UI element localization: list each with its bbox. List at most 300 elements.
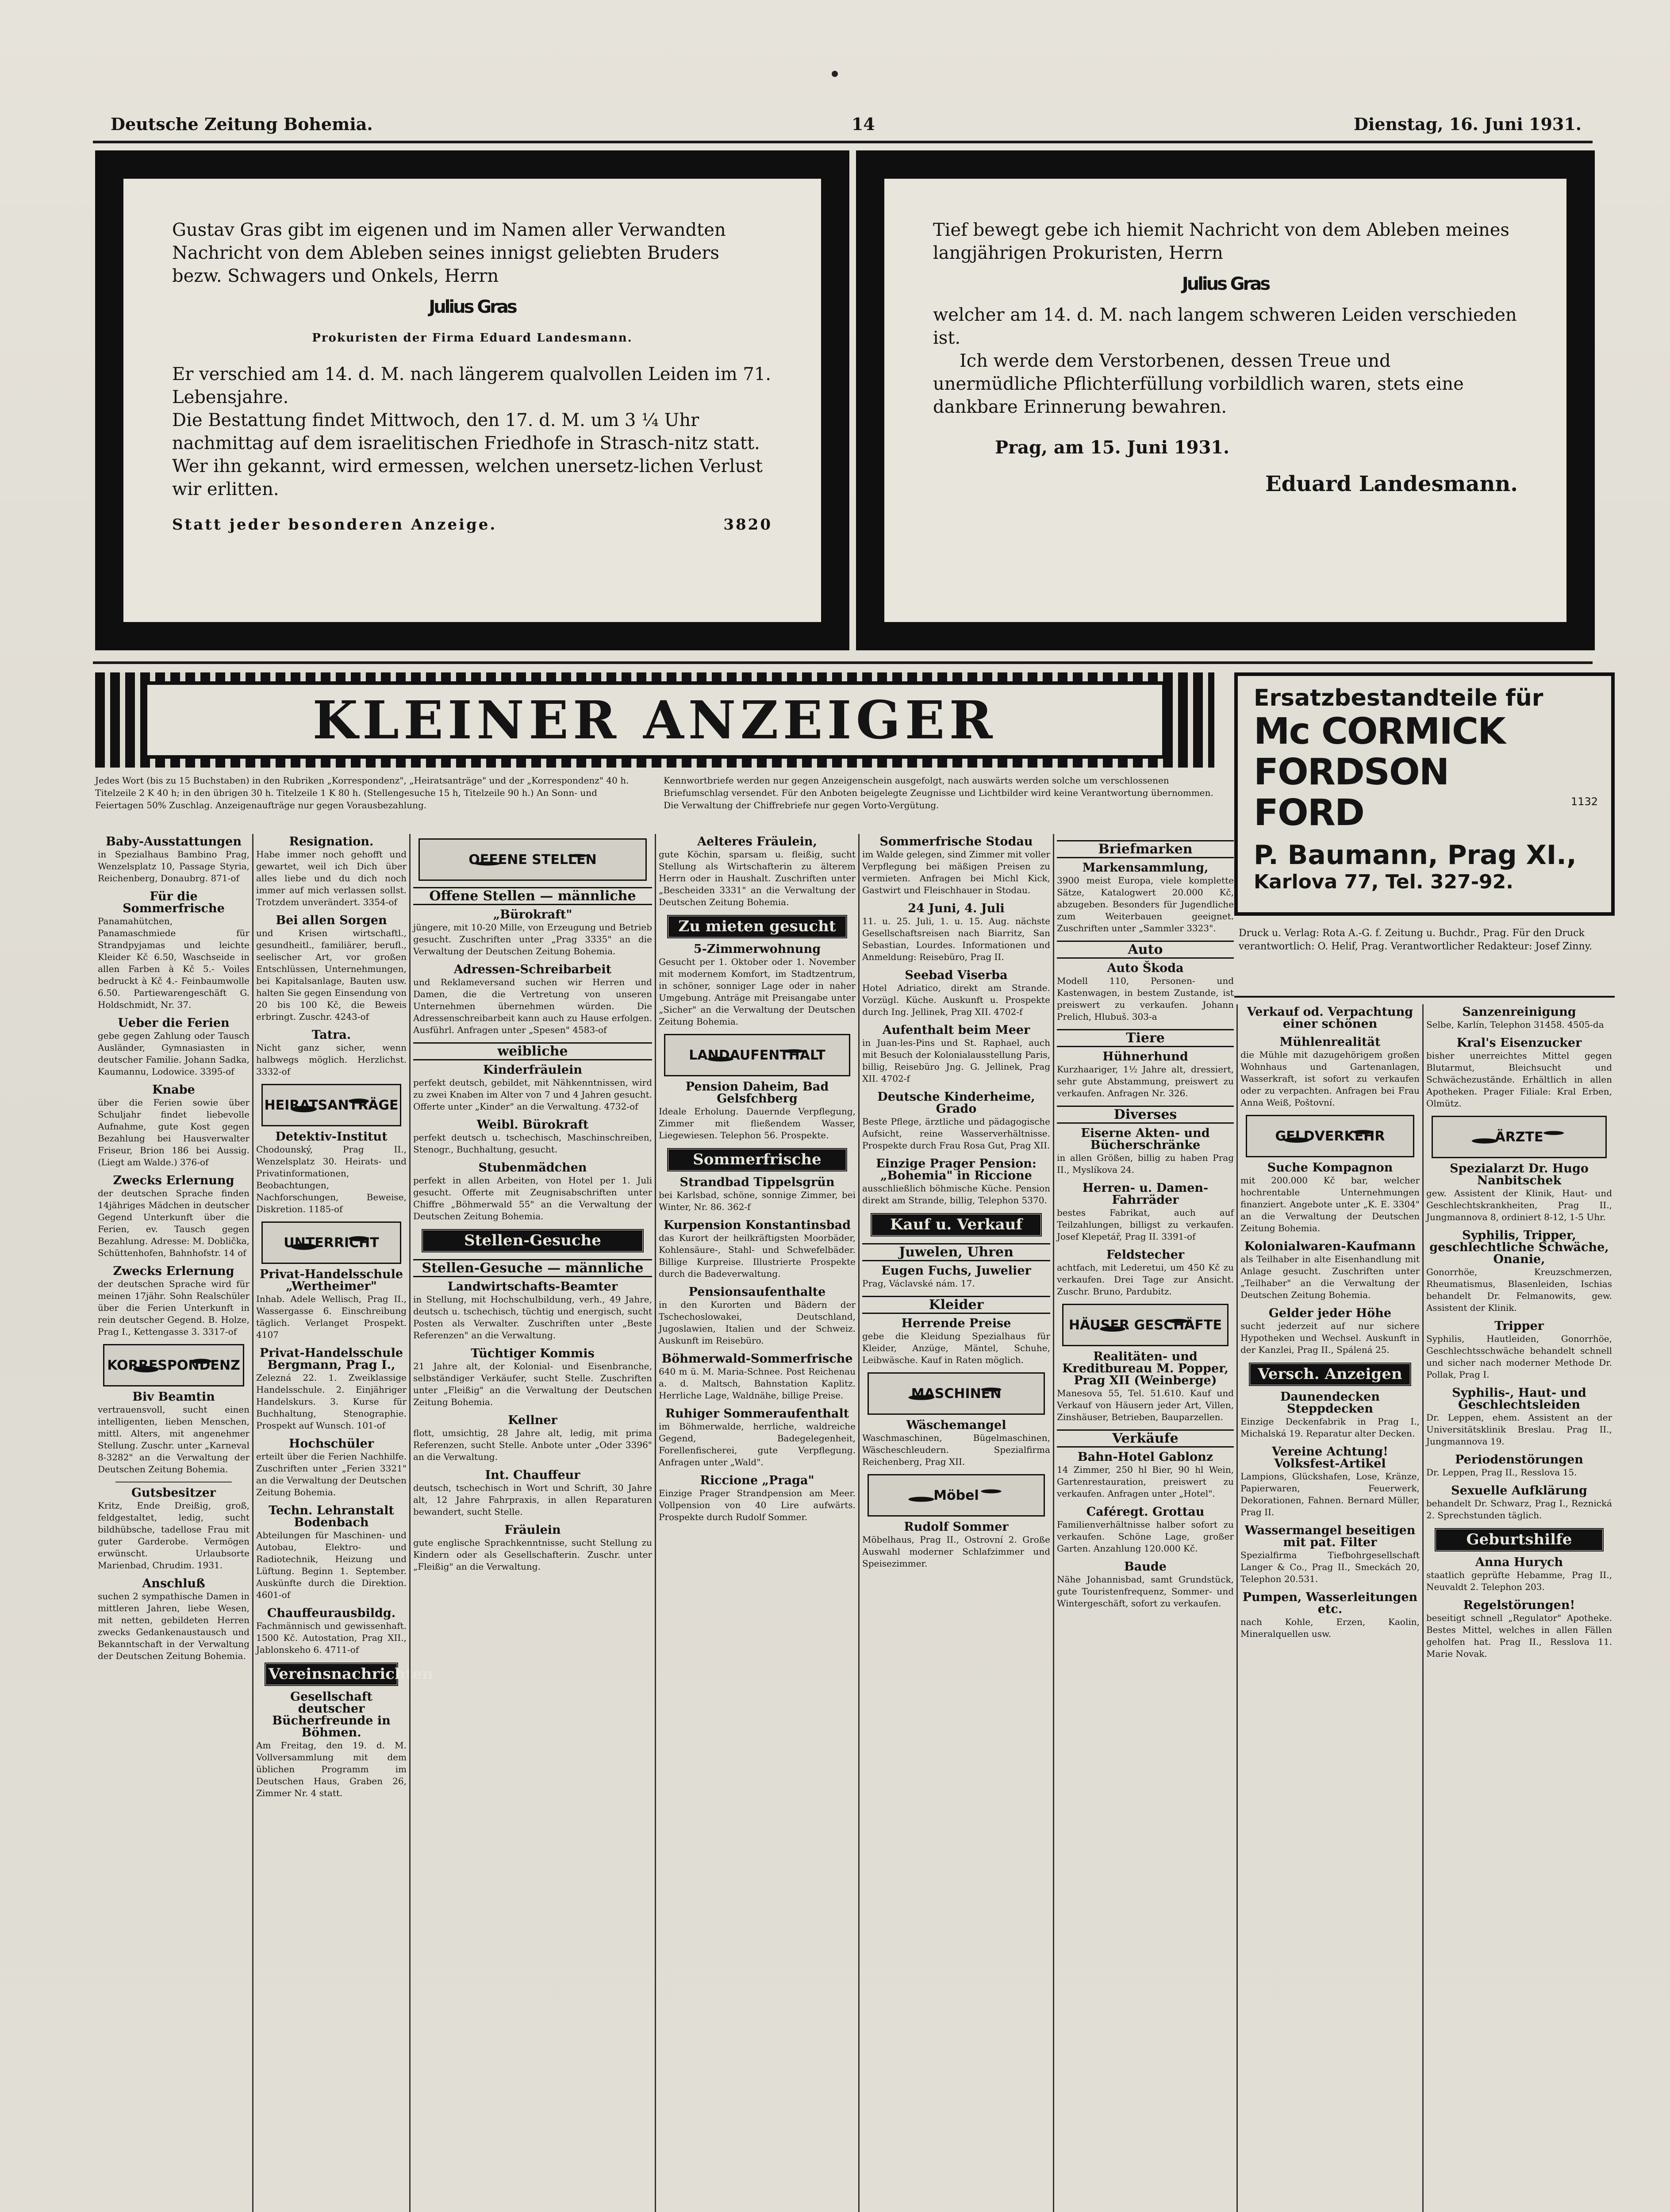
ad-title: Deutsche Kinderheime, Grado: [877, 1090, 1035, 1116]
ad-text: perfekt in allen Arbeiten, von Hotel per 1. Juli gesucht. Offerte mit Zeugnisabschriften unter Chiffre „Böhmerwald 55" an die Verwaltung der Deutschen Zeitung Bohemia.: [413, 1175, 652, 1221]
ad-text: in allen Größen, billig zu haben Prag II., Myslíkova 24.: [1057, 1152, 1234, 1175]
ad-text: achtfach, mit Lederetui, um 450 Kč zu verkaufen. Drei Tage zur Ansicht. Zuschr. Bruno, Pardubitz.: [1057, 1262, 1234, 1297]
ad-text: Panamahütchen, Panamaschmiede für Strandpyjamas und leichte Kleider Kč 6.50, Waschseide in allen Farben à Kč 5.- Voiles bedruckt à Kč 4.- Feinbaumwolle 6.50. Partiewarengeschäft G. Holdschmidt, Nr. 37.: [98, 916, 250, 1010]
ad-kral: [1426, 1037, 1612, 1110]
ad-pumpen: [1240, 1591, 1420, 1640]
ad-konstantinsbad: [659, 1219, 856, 1280]
terms-left: Jedes Wort (bis zu 15 Buchstaben) in den Rubriken „Korrespondenz", „Heiratsanträge" und der „Korrespondenz" 40 h. Titelzeile 2 K 40 h; in den übrigen 30 h. Titelzeile 1 K 80 h. (Stellengesuche 15 h, Titelzeile 90 h.) An Sonn- und Feiertagen 50% Zuschlag. Anzeigenaufträge nur gegen Vorausbezahlung.: [95, 775, 629, 810]
ad-title: Privat-Handelsschule „Wertheimer": [259, 1267, 403, 1293]
obit-left-code: 3820: [723, 516, 772, 534]
ad-title: Adressen-Schreibarbeit: [453, 963, 612, 976]
ad-text: und Reklameversand suchen wir Herren und Damen, die die Vertretung von unseren Unternehmen übernehmen würden. Die Adressenschreibarbeit kann auch zu Hause erfolgen. Ausführl. Anfragen unter „Spesen" 4583-of: [413, 977, 652, 1035]
ad-title: Detektiv-Institut: [275, 1130, 388, 1144]
ad-title: Kral's Eisenzucker: [1456, 1036, 1582, 1050]
header-rule: [93, 141, 1593, 143]
ad-title: Gesellschaft deutscher Bücherfreunde in Böhmen.: [272, 1690, 391, 1740]
obit-left-name: Julius Gras: [429, 297, 516, 317]
ad-title: Wassermangel beseitigen mit pat. Filter: [1244, 1524, 1416, 1549]
obit-right-text2: Ich werde dem Verstorbenen, dessen Treue und unermüdliche Pflichterfüllung vorbildlich waren, stets eine dankbare Erinnerung bewahren.: [933, 351, 1464, 417]
ad-feldstecher: [1057, 1249, 1234, 1298]
ad-title: Sexuelle Aufklärung: [1451, 1484, 1587, 1498]
ad-text: beseitigt schnell „Regulator" Apotheke. Bestes Mittel, welches in allen Fällen geholfen hat. Prag II., Resslova 11. Marie Novak.: [1426, 1613, 1612, 1659]
ad-title: Einzige Prager Pension: „Bohemia" in Riccione: [876, 1157, 1037, 1183]
section-gesuche-maennlich: Stellen-Gesuche — männliche: [413, 1259, 652, 1277]
ad-title: Riccione „Praga": [700, 1474, 814, 1487]
ad-viserba: [862, 969, 1050, 1018]
ad-beamtin: [98, 1391, 250, 1475]
ad-regel: [1426, 1599, 1612, 1660]
ad-title: Seebad Viserba: [905, 968, 1008, 982]
ad-kommis: [413, 1348, 652, 1408]
obituary-right: [856, 150, 1595, 650]
ad-title: Für die Sommerfrische: [123, 890, 225, 915]
ad-wertheimer: [256, 1268, 407, 1341]
stellen-gesuche-box: Stellen-Gesuche: [421, 1229, 644, 1253]
ad-text: und Krisen wirtschaftl., gesundheitl., familiärer, berufl., seelischer Art, vor großen Entschlüssen, Unternehmungen, bei Kapitalsanlage, Bauten usw. halten Sie gegen Einsendung von 20 bis 100 Kč, die Beweis erbringt. Zuschr. 4243-of: [256, 928, 407, 1022]
ersatz-code: 1132: [1570, 795, 1598, 808]
column-6: [1053, 834, 1236, 2212]
ad-muehlenrealitaet: [1240, 1036, 1420, 1109]
ad-title: 24 Juni, 4. Juli: [908, 902, 1005, 915]
ad-text: in Stellung, mit Hochschulbildung, verh., 49 Jahre, deutsch u. tschechisch, tüchtig und energisch, sucht Posten als Verwalter. Zuschriften unter „Beste Referenzen" an die Verwaltung.: [413, 1294, 652, 1340]
ad-text: gew. Assistent der Klinik, Haut- und Geschlechtskrankheiten, Prag II., Jungmannova 8, ordiniert 8-12, 1-5 Uhr.: [1426, 1188, 1612, 1222]
ad-text: Selbe, Karlín, Telephon 31458. 4505-da: [1426, 1019, 1604, 1030]
ad-text: bisher unerreichtes Mittel gegen Blutarmut, Bleichsucht und Schwächezustände. Erhältlich in allen Apotheken. Prager Filiale: Kral Erben, Olmütz.: [1426, 1050, 1612, 1109]
ad-gutsbesitzer: [98, 1487, 250, 1571]
korrespondenz-cut: KORRESPONDENZ: [103, 1344, 244, 1386]
ad-title: Pensionsaufenthalte: [688, 1285, 826, 1299]
maschinen-cut: MASCHINEN: [868, 1372, 1045, 1415]
obit-left-text2: Die Bestattung findet Mittwoch, den 17. d. M. um 3 ¼ Uhr nachmittag auf dem israelitischen Friedhofe in Strasch-nitz statt.: [172, 410, 760, 453]
sommerfrische-box: Sommerfrische: [667, 1148, 848, 1172]
ad-detektiv: [256, 1131, 407, 1215]
ad-text: gebe gegen Zahlung oder Tausch Ausländer, Gymnasiasten in deutscher Familie. Johann Sadka, Kaumannu, Lodowice. 3395-of: [98, 1030, 250, 1077]
ad-text: staatlich geprüfte Hebamme, Prag II., Neuvaldt 2. Telephon 203.: [1426, 1570, 1612, 1592]
ersatz-company: P. Baumann, Prag XI.,: [1254, 840, 1577, 871]
ersatz-brand1: Mc CORMICK: [1254, 710, 1505, 753]
ad-text: Abteilungen für Maschinen- und Autobau, Elektro- und Radiotechnik, Heizung und Lüftung. Beginn 1. September. Auskünfte durch die Direktion. 4601-of: [256, 1530, 407, 1600]
ad-text: Einzige Deckenfabrik in Prag I., Michalská 19. Reparatur alter Decken.: [1240, 1416, 1420, 1439]
obit-left-intro: Gustav Gras gibt im eigenen und im Namen aller Verwandten Nachricht von dem Ableben seines innigst geliebten Bruders bezw. Schwagers und Onkels, Herrn: [172, 220, 726, 286]
ad-buerokraft: [413, 909, 652, 957]
section-briefmarken: Briefmarken: [1057, 840, 1234, 858]
ad-text: mit 200.000 Kč bar, welcher hochrentable Unternehmungen finanziert. Angebote unter „K. E. 3304" an die Verwaltung der Deutschen Zeitung Bohemia.: [1240, 1175, 1420, 1233]
classified-title: KLEINER ANZEIGER: [144, 681, 1166, 759]
ad-ruhiger: [659, 1408, 856, 1468]
unterricht-cut: UNTERRICHT: [261, 1221, 401, 1264]
ad-title: Weibl. Bürokraft: [476, 1118, 589, 1132]
ad-title: Daunendecken Steppdecken: [1280, 1390, 1380, 1416]
ad-tripper: [1426, 1320, 1612, 1381]
ad-title: Bei allen Sorgen: [276, 914, 387, 927]
classified-banner: [95, 672, 1214, 768]
offene-stellen-cut: OFFENE STELLEN: [418, 838, 647, 881]
ad-kompagnon: [1240, 1162, 1420, 1234]
ad-text: Prag, Václavské nám. 17.: [862, 1278, 975, 1289]
ad-text: Kritz, Ende Dreißig, groß, feldgestaltet, ledig, sucht bildhübsche, tadellose Frau mit guter Garderobe. Vermögen erwünscht. Urlaubsorte Marienbad, Chrudim. 1931.: [98, 1500, 250, 1571]
obituary-left: [95, 150, 849, 650]
ad-title: Kolonialwaren-Kaufmann: [1244, 1240, 1416, 1253]
ad-riccione-bohemia: [862, 1158, 1050, 1206]
ad-title: Knabe: [152, 1083, 195, 1097]
ad-title: Techn. Lehranstalt Bodenbach: [269, 1504, 394, 1529]
obit-right-text1: welcher am 14. d. M. nach langem schweren Leiden verschieden ist.: [933, 305, 1517, 348]
ad-title: Tripper: [1494, 1319, 1544, 1333]
ad-text: deutsch, tschechisch in Wort und Schrift, 30 Jahre alt, 12 Jahre Fahrpraxis, in allen Reparaturen bewandert, sucht Stelle.: [413, 1482, 652, 1517]
versch-anzeigen-box: Versch. Anzeigen: [1248, 1362, 1412, 1386]
ad-title: Ruhiger Sommeraufenthalt: [665, 1407, 849, 1421]
ad-title: Tüchtiger Kommis: [471, 1347, 595, 1360]
ad-fraeulein: [413, 1524, 652, 1573]
ad-title: Strandbad Tippelsgrün: [680, 1175, 835, 1189]
ad-text: Modell 110, Personen- und Kastenwagen, in bestem Zustande, ist preiswert zu verkaufen. Johann Prelich, Hlubuš. 303-a: [1057, 975, 1234, 1022]
ad-text: 11. u. 25. Juli, 1. u. 15. Aug. nächste Gesellschaftsreisen nach Biarritz, San Sebastian, Lourdes. Informationen und Anmeldung: Reisebüro, Prag II.: [862, 916, 1050, 962]
geburtshilfe-box: Geburtshilfe: [1434, 1528, 1604, 1552]
ad-title: Feldstecher: [1106, 1248, 1185, 1262]
ad-resignation: [256, 836, 407, 908]
ink-dot: [832, 71, 838, 77]
ersatz-brand3: FORD: [1254, 792, 1364, 834]
ad-markensammlung: [1057, 862, 1234, 934]
ad-kellner: [413, 1414, 652, 1463]
ad-boehmerwald: [659, 1353, 856, 1402]
ad-text: suchen 2 sympathische Damen in mittleren Jahren, liebe Wesen, mit netten, gebildeten Herren zwecks Gedankenaustausch und Bekanntschaft in der Verwaltung der Deutschen Zeitung Bohemia.: [98, 1591, 250, 1661]
ad-text: Zelezná 22. 1. Zweiklassige Handelsschule. 2. Einjähriger Handelskurs. 3. Kurse für Buchhaltung, Stenographie. Prospekt auf Wunsch. 101-of: [256, 1372, 407, 1431]
ad-title: Kinderfräulein: [483, 1063, 582, 1077]
ad-text: Nähe Johannisbad, samt Grundstück, gute Touristenfrequenz, Sommer- und Wintergeschäft, sofort zu verkaufen.: [1057, 1574, 1234, 1609]
ad-wanzen: [1426, 1006, 1612, 1031]
ad-text: Familienverhältnisse halber sofort zu verkaufen. Schöne Lage, großer Garten. Anzahlung 120.000 Kč.: [1057, 1519, 1234, 1554]
ad-text: Möbelhaus, Prag II., Ostrovní 2. Große Auswahl moderner Schlafzimmer und Speisezimmer.: [862, 1534, 1050, 1569]
ad-text: 14 Zimmer, 250 hl Bier, 90 hl Wein, Gartenrestauration, preiswert zu verkaufen. Anfragen unter „Hotel".: [1057, 1464, 1234, 1499]
ad-buecherfreunde: [256, 1691, 407, 1799]
ad-text: Dr. Leppen, Prag II., Resslova 15.: [1426, 1467, 1577, 1478]
ad-text: Hotel Adriatico, direkt am Strande. Vorzügl. Küche. Auskunft u. Prospekte durch Ing. Jellinek, Prag XII. 4702-f: [862, 983, 1050, 1017]
ad-baby: [98, 836, 250, 884]
obit-right-place-date: Prag, am 15. Juni 1931.: [995, 437, 1230, 458]
ad-title: Baby-Ausstattungen: [106, 835, 242, 849]
ad-text: nach Kohle, Erzen, Kaolin, Mineralquellen usw.: [1240, 1617, 1420, 1639]
ad-text: Dr. Leppen, ehem. Assistent an der Universitätsklinik Breslau. Prag II., Jungmannova 19.: [1426, 1412, 1612, 1447]
ad-title: Pension Daheim, Bad Gelsfchberg: [685, 1080, 829, 1106]
ad-text: Kurzhaariger, 1½ Jahre alt, dressiert, sehr gute Abstammung, preiswert zu verkaufen. Anfragen Nr. 326.: [1057, 1064, 1234, 1098]
ad-title: Eiserne Akten- und Bücherschränke: [1081, 1126, 1210, 1152]
ad-herrende: [862, 1317, 1050, 1366]
ad-text: behandelt Dr. Schwarz, Prag I., Reznická 2. Sprechstunden täglich.: [1426, 1498, 1612, 1521]
ad-gelder: [1240, 1307, 1420, 1356]
ad-text: gebe die Kleidung Spezialhaus für Kleider, Anzüge, Mäntel, Schuhe, Leibwäsche. Kauf in Raten möglich.: [862, 1331, 1050, 1365]
ad-title: Resignation.: [289, 835, 374, 849]
ad-huehnerhund: [1057, 1051, 1234, 1099]
obit-right-name: Julius Gras: [1182, 274, 1269, 294]
ad-title: Caféregt. Grottau: [1086, 1505, 1205, 1519]
ad-text: Ideale Erholung. Dauernde Verpflegung, Zimmer mit fließendem Wasser, Liegewiesen. Telephon 56. Prospekte.: [659, 1106, 856, 1141]
ad-text: gute englische Sprachkenntnisse, sucht Stellung zu Kindern oder als Gesellschafterin. Zuschr. unter „Fleißig" an die Verwaltung.: [413, 1537, 652, 1572]
ad-hochschueler: [256, 1438, 407, 1498]
landaufenthalt-cut: LANDAUFENTHALT: [664, 1034, 850, 1076]
paper-name: Deutsche Zeitung Bohemia.: [111, 114, 373, 134]
ad-title: Zwecks Erlernung: [113, 1174, 234, 1187]
ad-title: Markensammlung,: [1082, 861, 1209, 875]
ad-title: Aufenthalt beim Meer: [882, 1023, 1030, 1037]
ad-title: Baude: [1124, 1560, 1167, 1574]
ad-title: Int. Chauffeur: [485, 1468, 580, 1482]
ad-title: Anna Hurych: [1475, 1555, 1563, 1569]
section-rule: [93, 661, 1593, 664]
ad-text: ausschließlich böhmische Küche. Pension direkt am Strande, billig, Telephon 5370.: [862, 1183, 1050, 1206]
ad-text: in den Kurorten und Bädern der Tschechoslowakei, Deutschland, Jugoslawien, Italien und der Schweiz. Auskunft im Reisebüro.: [659, 1299, 856, 1346]
ad-title: Böhmerwald-Sommerfrische: [661, 1352, 853, 1366]
ad-5-zimmer: [659, 943, 856, 1028]
ad-grottau: [1057, 1506, 1234, 1555]
ad-text: Nicht ganz sicher, wenn halbwegs möglich. Herzlichst. 3332-of: [256, 1042, 407, 1077]
ad-text: Lampions, Glückshafen, Lose, Kränze, Papierwaren, Feuerwerk, Dekorationen, Fahnen. Bernard Müller, Prag II.: [1240, 1471, 1420, 1517]
ad-text: sucht jederzeit auf nur sichere Hypotheken und Wechsel. Auskunft in der Kanzlei, Prag II., Spálená 25.: [1240, 1321, 1420, 1355]
ad-title: Kellner: [508, 1413, 557, 1427]
ad-ferien: [98, 1017, 250, 1078]
ad-fahrraeder: [1057, 1182, 1234, 1243]
ad-stodau: [862, 836, 1050, 896]
ad-pension-daheim: [659, 1081, 856, 1141]
ersatz-ad: [1234, 672, 1615, 916]
ad-periode: [1426, 1454, 1612, 1479]
ad-syphilis-2: [1426, 1387, 1612, 1448]
ad-title: Rudolf Sommer: [904, 1520, 1009, 1534]
ad-juni-juli: [862, 902, 1050, 963]
ad-title: Mühlenrealität: [1279, 1035, 1381, 1049]
ad-title: Zwecks Erlernung: [113, 1264, 234, 1278]
obit-left-text1: Er verschied am 14. d. M. nach längerem qualvollen Leiden im 71. Lebensjahre.: [172, 364, 772, 407]
ad-bergmann: [256, 1347, 407, 1432]
ad-aelteres-fraeulein: [659, 836, 856, 908]
section-maennlich: Offene Stellen — männliche: [413, 887, 652, 905]
ad-text: als Teilhaber in alte Eisenhandlung mit Anlage gesucht. Zuschriften unter „Teilhaber" an die Verwaltung der Deutschen Zeitung Bohemia.: [1240, 1254, 1420, 1300]
ad-title: Periodenstörungen: [1455, 1453, 1583, 1467]
page-number: 14: [851, 114, 875, 134]
ad-text: Fachmännisch und gewissenhaft. 1500 Kč. Autostation, Prag XII., Jablonskeho 6. 4711-of: [256, 1621, 407, 1655]
ad-text: 3900 meist Europa, viele komplette Sätze, Katalogwert 20.000 Kč, abzugeben. Besonders für Jugendliche zum Weiterbauen geeignet. Zuschriften unter „Sammler 3323".: [1057, 875, 1234, 933]
ad-erlernung-2: [98, 1265, 250, 1338]
ad-text: im Walde gelegen, sind Zimmer mit voller Verpflegung bei mäßigen Preisen zu vermieten. Anfragen bei Michl Kick, Gastwirt und Fleischhauer in Stodau.: [862, 849, 1050, 895]
ad-text: Am Freitag, den 19. d. M. Vollversammlung mit dem üblichen Programm im Deutschen Haus, Graben 26, Zimmer Nr. 4 statt.: [256, 1740, 407, 1798]
ad-text: Einzige Prager Strandpension am Meer. Vollpension von 40 Lire aufwärts. Prospekte durch Rudolf Sommer.: [659, 1488, 856, 1522]
ad-text: 640 m ü. M. Maria-Schnee. Post Reichenau a. d. Maltsch, Bahnstation Kaplitz. Herrliche Lage, Waldnähe, billige Preise.: [659, 1366, 856, 1401]
ad-title: Hühnerhund: [1102, 1050, 1188, 1064]
ad-schraenke: [1057, 1127, 1234, 1176]
ad-title: Syphilis-, Haut- und Geschlechtsleiden: [1452, 1386, 1586, 1412]
ad-kolonialwaren: [1240, 1240, 1420, 1301]
obit-right-signature: Eduard Landesmann.: [1265, 472, 1518, 496]
ad-text: erteilt über die Ferien Nachhilfe. Zuschriften unter „Ferien 3321" an die Verwaltung der Deutschen Zeitung Bohemia.: [256, 1451, 407, 1498]
ad-int-chauffeur: [413, 1469, 652, 1518]
zu-mieten-box: Zu mieten gesucht: [667, 914, 848, 939]
ad-title: Herren- u. Damen-Fahrräder: [1082, 1181, 1209, 1207]
ad-aufklaerung: [1426, 1485, 1612, 1521]
ad-title: Kurpension Konstantinsbad: [663, 1218, 851, 1232]
ad-daunendecken: [1240, 1391, 1420, 1440]
ad-fuchs: [862, 1265, 1050, 1290]
ad-landwirtschaft: [413, 1281, 652, 1341]
ad-title: Landwirtschafts-Beamter: [447, 1280, 618, 1294]
ad-text: in Juan-les-Pins und St. Raphael, auch mit Besuch der Kolonialausstellung Paris, billig, Reisebüro Jng. G. Jellinek, Prag XII. 4702-f: [862, 1037, 1050, 1084]
running-head: [111, 108, 1582, 139]
ad-stubenmaedchen: [413, 1162, 652, 1222]
ad-text: Waschmaschinen, Bügelmaschinen, Wäscheschleudern. Spezialfirma Reichenberg, Prag XII.: [862, 1432, 1050, 1467]
ad-text: Syphilis, Hautleiden, Gonorrhöe, Geschlechtsschwäche behandelt schnell und sicher nach moderner Methode Dr. Pollak, Prag I.: [1426, 1333, 1612, 1380]
ad-bahnhotel: [1057, 1451, 1234, 1500]
obit-left-footer: [172, 513, 772, 536]
ersatz-brand2: FORDSON: [1254, 751, 1449, 793]
ad-text: über die Ferien sowie über Schuljahr findet liebevolle Aufnahme, gute Kost gegen Bezahlung bei Hausverwalter Friseur, Brion 186 bei Aussig. (Liegt am Walde.) 376-of: [98, 1097, 250, 1167]
ad-hurych: [1426, 1556, 1612, 1593]
section-weiblich: weibliche: [413, 1042, 652, 1060]
ad-text: die Mühle mit dazugehörigem großen Wohnhaus und Gartenanlagen, Wasserkraft, ist sofort zu verkaufen oder zu verpachten. Anfragen bei Frau Anna Weiß, Poštovní.: [1240, 1049, 1420, 1108]
column-3: [409, 834, 655, 2212]
vereinsnachrichten-box: Vereinsnachrichten: [264, 1662, 399, 1686]
section-juwelen: Juwelen, Uhren: [862, 1243, 1050, 1261]
ad-kinderfraeulein: [413, 1064, 652, 1113]
obit-left-position: Prokuristen der Firma Eduard Landesmann.: [312, 331, 633, 345]
classified-terms: [95, 774, 1214, 827]
ad-title: Realitäten- und Kreditbureau M. Popper, Prag XII (Weinberge): [1062, 1350, 1229, 1387]
ad-wassermangel: [1240, 1525, 1420, 1585]
ad-text: Gonorrhöe, Kreuzschmerzen, Rheumatismus, Blasenleiden, Ischias behandelt Dr. Felmanowits, gew. Assistent der Klinik.: [1426, 1267, 1612, 1313]
ad-text: Chodounský, Prag II., Wenzelsplatz 30. Heirats- und Privatinformationen, Beobachtungen, Nachforschungen, Beweise, Diskretion. 1185-of: [256, 1144, 407, 1214]
ad-text: vertrauensvoll, sucht einen intelligenten, lieben Menschen, mittl. Alters, mit angenehmer Stellung. Zuschr. unter „Karneval 8-3282" an die Verwaltung der Deutschen Zeitung Bohemia.: [98, 1404, 250, 1475]
ad-text: Habe immer noch gehofft und gewartet, weil ich Dich über alles liebe und du dich noch immer auf mich verlassen sollst. Trotzdem unverändert. 3354-of: [256, 849, 407, 907]
ad-title: Tatra.: [311, 1028, 351, 1042]
ad-title: Gutsbesitzer: [131, 1486, 216, 1500]
ad-text: Spezialfirma Tiefbohrgesellschaft Langer & Co., Prag II., Smeckách 20, Telephon 20.531.: [1240, 1550, 1420, 1584]
ad-title: Hochschüler: [288, 1437, 374, 1451]
ad-text: der deutschen Sprache finden 14jähriges Mädchen in deutscher Gegend Unterkunft über die Ferien, ev. Tausch gegen Bezahlung. Adresse: M. Doblička, Schüttenhofen, Bahnhofstr. 14 of: [98, 1188, 250, 1258]
ad-weibl-buerokraft: [413, 1119, 652, 1156]
obit-left-text3: Wer ihn gekannt, wird ermessen, welchen unersetz-lichen Verlust wir erlitten.: [172, 456, 763, 499]
ad-title: Chauffeurausbildg.: [267, 1606, 396, 1620]
ad-title: Wäschemangel: [906, 1418, 1006, 1432]
ad-text: das Kurort der heilkräftigsten Moorbäder, Kohlensäure-, Stahl- und Schwefelbäder. Billige Kurpreise. Illustrierte Prospekte durch die Badeverwaltung.: [659, 1233, 856, 1279]
ad-text: jüngere, mit 10-20 Mille, von Erzeugung und Betrieb gesucht. Zuschriften unter „Prag 3335" an die Verwaltung der Deutschen Zeitung Bohemia.: [413, 922, 652, 956]
ad-volksfest: [1240, 1446, 1420, 1518]
ad-title: Biv Beamtin: [132, 1390, 215, 1404]
ad-title: Fräulein: [504, 1523, 561, 1537]
ad-text: in Spezialhaus Bambino Prag, Wenzelsplatz 10, Passage Styria, Reichenberg, Donaubrg. 871-of: [98, 849, 250, 883]
ad-text: im Böhmerwalde, herrliche, waldreiche Gegend, Badegelegenheit, Forellenfischerei, gute Verpflegung. Anfragen unter „Wald".: [659, 1421, 856, 1467]
ad-title: Stubenmädchen: [478, 1161, 587, 1175]
haeuser-cut: HÄUSER GESCHÄFTE: [1062, 1304, 1229, 1346]
ad-title: Herrende Preise: [901, 1317, 1011, 1330]
ad-text: perfekt deutsch u. tschechisch, Maschinschreiben, Stenogr., Buchhaltung, gesucht.: [413, 1132, 652, 1155]
ad-sommer-moebel: [862, 1521, 1050, 1570]
ad-waeschemangel: [862, 1419, 1050, 1468]
ad-adressen: [413, 964, 652, 1036]
ad-tatra: [256, 1029, 407, 1078]
ad-pensionsaufenthalte: [659, 1286, 856, 1347]
ad-title: Sommerfrische Stodau: [879, 835, 1033, 849]
ad-title: Aelteres Fräulein,: [697, 835, 817, 849]
ad-strandbad: [659, 1176, 856, 1213]
ad-sorgen: [256, 914, 407, 1023]
column-1: [95, 834, 252, 2212]
ad-title: Auto Škoda: [1107, 961, 1184, 975]
issue-date: Dienstag, 16. Juni 1931.: [1353, 114, 1582, 134]
ad-riccione-praga: [659, 1475, 856, 1523]
ad-popper: [1057, 1351, 1234, 1423]
ad-title: Regelstörungen!: [1463, 1598, 1575, 1612]
ad-text: perfekt deutsch, gebildet, mit Nähkenntnissen, wird zu zwei Knaben im Alter von 7 und 4 Jahren gesucht. Offerte unter „Kinder" an die Verwaltung. 4732-of: [413, 1077, 652, 1112]
ad-title: Anschluß: [142, 1577, 205, 1590]
column-2: [252, 834, 433, 2212]
ad-skoda: [1057, 962, 1234, 1023]
moebel-cut: Möbel: [868, 1474, 1045, 1517]
ad-text: Inhab. Adele Wellisch, Prag II., Wassergasse 6. Einschreibung täglich. Verlanget Prospekt. 4107: [256, 1294, 407, 1340]
terms-right: Kennwortbriefe werden nur gegen Anzeigenschein ausgefolgt, nach auswärts werden solche um verschlossenen Briefumschlag versendet. Für den Anboten beigelegte Zeugnisse und Lichtbilder wird keine Verantwortung übernommen. Die Verwaltung der Chiffrebriefe nur gegen Vorto-Vergütung.: [664, 775, 1213, 810]
ad-text: bestes Fabrikat, auch auf Teilzahlungen, billigst zu verkaufen. Josef Klepetář, Prag II. 3391-of: [1057, 1207, 1234, 1242]
ad-title: Ueber die Ferien: [118, 1016, 230, 1030]
ad-title: Sanzenreinigung: [1462, 1005, 1576, 1019]
column-4: [655, 834, 858, 2212]
ad-title: Privat-Handelsschule Bergmann, Prag I.,: [259, 1346, 403, 1372]
ad-title: Gelder jeder Höhe: [1268, 1306, 1392, 1320]
ad-baude: [1057, 1561, 1234, 1609]
ad-sommer: [98, 891, 250, 1011]
obit-right-intro: Tief bewegt gebe ich hiemit Nachricht von dem Ableben meines langjährigen Prokuristen, Herrn: [933, 220, 1509, 263]
ad-knabe: [98, 1084, 250, 1168]
geldverkehr-cut: GELDVERKEHR: [1246, 1115, 1414, 1157]
section-tiere: Tiere: [1057, 1029, 1234, 1047]
ad-text: der deutschen Sprache wird für meinen 17jähr. Sohn Realschüler über die Ferien Unterkunft in rein deutscher Gegend. B. Holze, Prag I., Kettengasse 3. 3317-of: [98, 1279, 250, 1337]
ad-lehranstalt: [256, 1505, 407, 1601]
heirat-cut: HEIRATSANTRÄGE: [261, 1084, 401, 1126]
ad-title: „Bürokraft": [493, 908, 572, 922]
ad-title: Suche Kompagnon: [1267, 1161, 1393, 1175]
column-8: [1422, 1004, 1615, 2212]
ad-syphilis-1: [1426, 1229, 1612, 1314]
ad-text: bei Karlsbad, schöne, sonnige Zimmer, bei Winter, Nr. 86. 362-f: [659, 1190, 856, 1212]
obit-left-note: Statt jeder besonderen Anzeige.: [172, 516, 497, 534]
ad-anschluss: [98, 1578, 250, 1662]
column-5: [858, 834, 1053, 2212]
ad-grado: [862, 1091, 1050, 1152]
ad-meer: [862, 1024, 1050, 1085]
ad-title: Vereine Achtung! Volksfest-Artikel: [1272, 1445, 1388, 1471]
ad-erlernung-1: [98, 1175, 250, 1259]
ad-text: Manesova 55, Tel. 51.610. Kauf und Verkauf von Häusern jeder Art, Villen, Zinshäuser, Betrieben, Bauparzellen.: [1057, 1388, 1234, 1422]
ersatz-heading: Ersatzbestandteile für: [1254, 685, 1543, 711]
column-7: [1236, 1004, 1422, 2212]
aerzte-cut: ÄRZTE: [1432, 1116, 1607, 1158]
ad-chauffeur: [256, 1607, 407, 1656]
section-diverses: Diverses: [1057, 1106, 1234, 1124]
imprint: Druck u. Verlag: Rota A.-G. f. Zeitung u. Buchdr., Prag. Für den Druck verantwortlich: O. Helif, Prag. Verantwortlicher Redakteur: Josef Zinny.: [1234, 922, 1615, 998]
ad-text: gute Köchin, sparsam u. fleißig, sucht Stellung als Wirtschafterin zu älterem Herrn oder in Haushalt. Zuschriften unter „Bescheiden 3331" an die Verwaltung der Deutschen Zeitung Bohemia.: [659, 849, 856, 907]
ad-title: Syphilis, Tripper, geschlechtliche Schwäche, Onanie,: [1429, 1229, 1609, 1266]
ad-title: Verkauf od. Verpachtung einer schönen: [1247, 1005, 1413, 1031]
ad-text: Gesucht per 1. Oktober oder 1. November mit modernem Komfort, im Stadtzentrum, in schöner, sonniger Lage oder in naher Umgebung. Anträge mit Preisangabe unter „Sicher" an die Verwaltung der Deutschen Zeitung Bohemia.: [659, 956, 856, 1027]
ad-title: Bahn-Hotel Gablonz: [1077, 1450, 1213, 1464]
ad-verkauf-muehle: [1240, 1006, 1420, 1030]
kauf-verkauf-box: Kauf u. Verkauf: [870, 1213, 1042, 1237]
ad-spezialarzt: [1426, 1163, 1612, 1223]
ad-text: 21 Jahre alt, der Kolonial- und Eisenbranche, selbständiger Verkäufer, sucht Stelle. Zuschriften unter „Fleißig" an die Verwaltung der Deutschen Zeitung Bohemia.: [413, 1361, 652, 1407]
section-kleider: Kleider: [862, 1296, 1050, 1314]
ad-title: Spezialarzt Dr. Hugo Nanbitschek: [1450, 1162, 1589, 1187]
ad-text: flott, umsichtig, 28 Jahre alt, ledig, mit prima Referenzen, sucht Stelle. Anbote unter „Oder 3396" an die Verwaltung.: [413, 1428, 652, 1462]
section-auto: Auto: [1057, 941, 1234, 959]
ad-title: Eugen Fuchs, Juwelier: [881, 1264, 1031, 1278]
ad-title: Pumpen, Wasserleitungen etc.: [1242, 1590, 1418, 1616]
section-verkaeufe: Verkäufe: [1057, 1429, 1234, 1448]
